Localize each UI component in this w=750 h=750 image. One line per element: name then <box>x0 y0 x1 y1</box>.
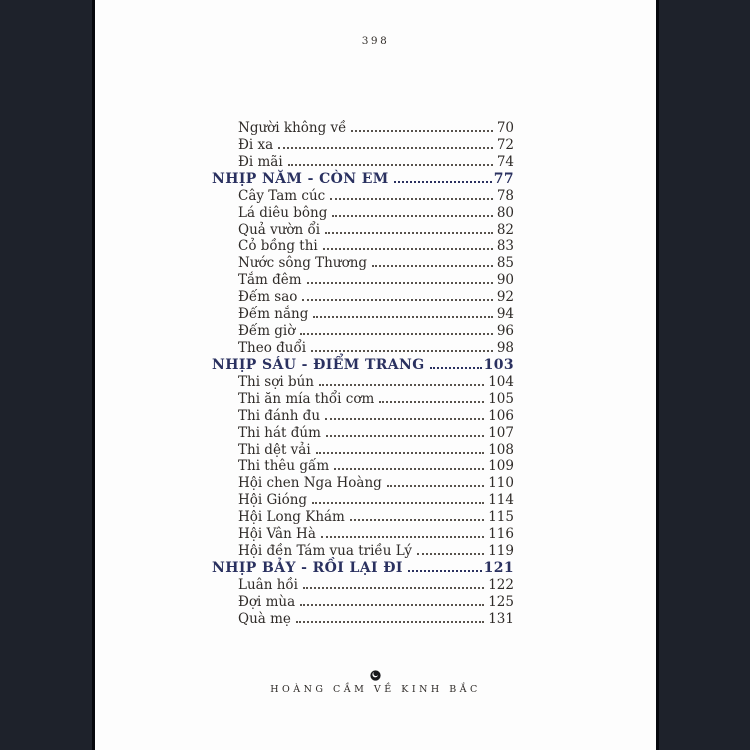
toc-entry-title: Lá diêu bông <box>238 204 328 221</box>
toc-entry-title: Đếm sao <box>238 289 298 306</box>
toc-entry-page: 115 <box>488 509 514 526</box>
toc-entry <box>212 222 514 239</box>
dotted-leader <box>325 232 493 234</box>
dotted-leader <box>303 587 484 589</box>
toc-entry <box>212 188 514 205</box>
toc-entry <box>212 137 514 154</box>
toc-entry-page: 85 <box>496 255 514 272</box>
toc-entry <box>212 238 514 255</box>
dotted-leader <box>321 536 484 538</box>
dotted-leader <box>387 485 484 487</box>
toc-entry-page: 83 <box>496 238 514 255</box>
toc-entry-page: 107 <box>488 424 514 441</box>
toc-entry-title: Đếm giờ <box>238 323 296 340</box>
dotted-leader <box>313 316 492 318</box>
toc-entry-title: Quả vườn ổi <box>238 221 321 238</box>
dotted-leader <box>332 215 492 217</box>
toc-entry <box>212 509 514 526</box>
toc-entry-page: 74 <box>496 153 514 170</box>
toc-entry-page: 96 <box>496 323 514 340</box>
toc-entry-title: Đợi mùa <box>238 593 296 610</box>
toc-entry <box>212 492 514 509</box>
dotted-leader <box>302 299 492 301</box>
toc-entry-page: 125 <box>488 593 514 610</box>
dotted-leader <box>296 621 484 623</box>
toc-entry-title: Hội chen Nga Hoàng <box>238 475 382 492</box>
toc-entry <box>212 475 514 492</box>
toc-entry <box>212 543 514 560</box>
toc-entry-title: Hội Vân Hà <box>238 526 316 543</box>
toc-entry-title: Tắm đêm <box>238 272 302 289</box>
dotted-leader <box>351 130 492 132</box>
toc-entry-title: Thi ăn mía thổi cơm <box>238 390 375 407</box>
toc-entry-page: 109 <box>488 458 514 475</box>
toc-entry <box>212 171 514 188</box>
dotted-leader <box>330 198 493 200</box>
toc-entry-title: Thi hát đúm <box>238 424 321 441</box>
toc-entry-title: Thi đánh đu <box>238 407 321 424</box>
toc-entry-page: 105 <box>488 390 514 407</box>
dotted-leader <box>334 468 484 470</box>
toc-entry-title: Theo đuổi <box>238 339 307 356</box>
toc-entry <box>212 458 514 475</box>
toc-entry <box>212 120 514 137</box>
toc-entry <box>212 154 514 171</box>
dotted-leader <box>307 282 493 284</box>
dotted-leader <box>323 248 493 250</box>
toc-entry <box>212 577 514 594</box>
dotted-leader <box>394 181 492 183</box>
toc-entry <box>212 323 514 340</box>
toc-entry <box>212 357 514 374</box>
toc-entry-page: 92 <box>496 289 514 306</box>
toc-entry <box>212 425 514 442</box>
toc-entry-title: Người không về <box>238 120 347 136</box>
book-title-footer: HOÀNG CẦM VỀ KINH BẮC <box>270 684 481 695</box>
toc-entry-title: Hội Long Khám <box>238 509 345 526</box>
toc-entry-title: Thi sợi bún <box>238 373 315 390</box>
dotted-leader <box>316 452 485 454</box>
toc-entry-title: Thi thêu gấm <box>238 458 330 475</box>
toc-entry-page: 77 <box>493 170 514 187</box>
toc-entry <box>212 205 514 222</box>
toc-entry-page: 70 <box>496 120 514 136</box>
toc-entry-title: Hội Gióng <box>238 492 308 509</box>
toc-entry-page: 103 <box>483 356 514 373</box>
toc-entry-title: Thi dệt vải <box>238 441 311 458</box>
toc-entry <box>212 526 514 543</box>
toc-entry <box>212 560 514 577</box>
toc-entry <box>212 611 514 628</box>
toc-entry-page: 108 <box>488 441 514 458</box>
toc-entry-title: Đếm nắng <box>238 306 309 323</box>
toc-entry-title: Quà mẹ <box>238 610 291 627</box>
toc-entry <box>212 374 514 391</box>
running-footer <box>95 670 656 695</box>
toc-entry-title: Hội đền Tám vua triều Lý <box>238 543 413 560</box>
toc-entry-title: Luân hồi <box>238 576 298 593</box>
toc-entry-page: 114 <box>488 492 514 509</box>
toc-entry-page: 116 <box>488 526 514 543</box>
toc-entry-page: 94 <box>496 306 514 323</box>
book-page <box>92 0 659 750</box>
toc-entry-page: 122 <box>488 576 514 593</box>
toc-entry-title: Cây Tam cúc <box>238 187 326 204</box>
toc-entry <box>212 340 514 357</box>
toc-entry-page: 90 <box>496 272 514 289</box>
toc-entry-page: 131 <box>488 610 514 627</box>
dotted-leader <box>430 367 482 369</box>
toc-entry <box>212 408 514 425</box>
toc-entry-title: Nước sông Thương <box>238 255 368 272</box>
dotted-leader <box>288 164 493 166</box>
toc-entry-page: 82 <box>496 221 514 238</box>
toc-entry <box>212 272 514 289</box>
toc-entry <box>212 289 514 306</box>
dotted-leader <box>311 350 493 352</box>
toc-entry-title: Đi xa <box>238 136 274 153</box>
toc-entry <box>212 306 514 323</box>
toc-entry-page: 78 <box>496 187 514 204</box>
toc-entry <box>212 391 514 408</box>
toc-entry-page: 104 <box>488 373 514 390</box>
dotted-leader <box>372 265 493 267</box>
toc-entry-title: NHỊP BẢY - RỒI LẠI ĐI <box>212 559 403 576</box>
dotted-leader <box>408 570 482 572</box>
table-of-contents <box>212 120 514 628</box>
toc-entry-page: 98 <box>496 339 514 356</box>
toc-entry-page: 110 <box>488 475 514 492</box>
dotted-leader <box>319 384 484 386</box>
toc-entry-page: 119 <box>488 543 514 560</box>
dotted-leader <box>417 553 484 555</box>
dotted-leader <box>278 147 493 149</box>
toc-entry <box>212 594 514 611</box>
toc-entry <box>212 442 514 459</box>
toc-entry-title: Đi mãi <box>238 153 283 170</box>
dotted-leader <box>300 333 492 335</box>
publisher-mark-icon <box>370 670 381 681</box>
page-number-folio: 398 <box>361 35 390 47</box>
dotted-leader <box>350 519 484 521</box>
dotted-leader <box>325 418 484 420</box>
toc-entry-page: 80 <box>496 204 514 221</box>
dotted-leader <box>326 435 484 437</box>
dotted-leader <box>312 502 484 504</box>
toc-entry <box>212 255 514 272</box>
dotted-leader <box>300 604 484 606</box>
dotted-leader <box>379 401 484 403</box>
toc-entry-page: 121 <box>483 559 514 576</box>
toc-entry-title: NHỊP NĂM - CÒN EM <box>212 170 389 187</box>
toc-entry-title: Cỏ bồng thi <box>238 238 318 255</box>
toc-entry-title: NHỊP SÁU - ĐIỂM TRANG <box>212 356 425 373</box>
toc-entry-page: 106 <box>488 407 514 424</box>
toc-entry-page: 72 <box>496 136 514 153</box>
